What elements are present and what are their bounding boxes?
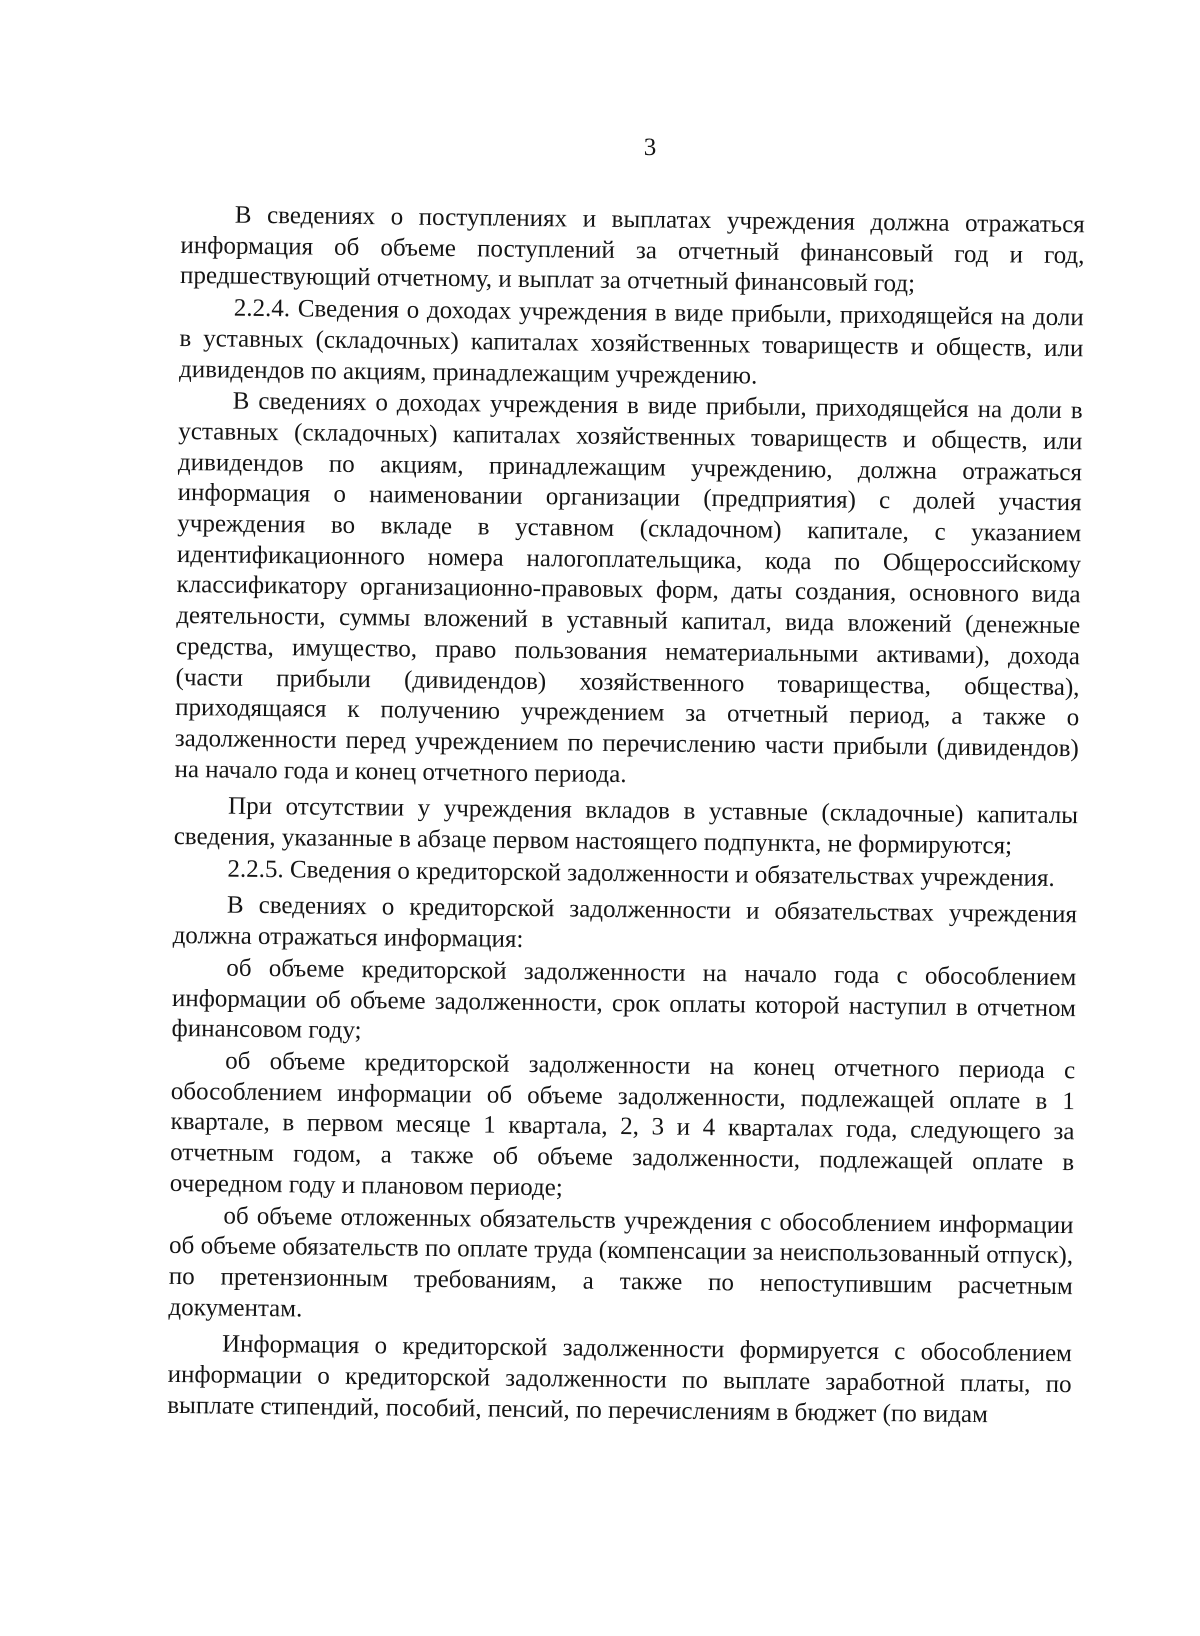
paragraph-no-contributions: При отсутствии у учреждения вкладов в уставные (складочные) капиталы сведения, указанные в абзаце первом настоящего подпункта, не формируются; bbox=[173, 792, 1079, 860]
paragraph-payables-breakdown: Информация о кредиторской задолженности формируется с обособлением информации о кредиторской задолженности по выплате заработной платы, по выплате стипендий, пособий, пенсий, по перечислениям в бюджет (по видам bbox=[167, 1330, 1073, 1428]
paragraph-income-payments-info: В сведениях о поступлениях и выплатах учреждения должна отражаться информация об объеме поступлений за отчетный финансовый год и год, предшествующий отчетному, и выплат за отчетный финансовый год; bbox=[179, 201, 1085, 298]
paragraph-payables-intro: В сведениях о кредиторской задолженности и обязательствах учреждения должна отражаться информация: bbox=[172, 892, 1078, 954]
paragraph-payables-end-of-period: об объеме кредиторской задолженности на конец отчетного периода с обособлением информации об объеме задолженности, подлежащей оплате в 1 квартале, в первом месяце 1 квартала, 2, 3 и 4 кварталах года, следующего за отчетным годом, а также об объеме задолженности, подлежащей оплате в очередном году и плановом периоде; bbox=[169, 1047, 1076, 1202]
paragraph-profit-share-info: В сведениях о доходах учреждения в виде прибыли, приходящейся на доли в уставных (складочных) капиталах хозяйственных товариществ и обществ, или дивидендов по акциям, принадлежащим учреждению, должна отражаться информация о наименовании организации (предприятия) с долей участия учреждения во вкладе в уставном (складочном) капитале, с указанием идентификационного номера налогоплательщика, кода по Общероссийскому классификатору организационно-правовых форм, даты создания, основного вида деятельности, суммы вложений в уставный капитал, вида вложений (денежные средства, имущество, право пользования нематериальными активами), дохода (части прибыли (дивидендов) хозяйственного товарищества, общества), приходящаяся к получению учреждением за отчетный период, а также о задолженности перед учреждением по перечислению части прибыли (дивидендов) на начало года и конец отчетного периода. bbox=[174, 387, 1083, 788]
paragraph-deferred-obligations: об объеме отложенных обязательств учреждения с обособлением информации об объеме обязательств по оплате труда (компенсации за неиспользованный отпуск), по претензионным требованиям, а также по непоступившим расчетным документам. bbox=[168, 1202, 1074, 1323]
page-number: 3 bbox=[643, 134, 657, 161]
document-body bbox=[167, 200, 1085, 1432]
paragraph-2-2-4-heading: 2.2.4. Сведения о доходах учреждения в виде прибыли, приходящейся на доли в уставных (складочных) капиталах хозяйственных товариществ и обществ, или дивидендов по акциям, принадлежащим учреждению. bbox=[178, 294, 1084, 390]
paragraph-2-2-5-heading: 2.2.5. Сведения о кредиторской задолженности и обязательствах учреждения. bbox=[227, 855, 1055, 892]
paragraph-payables-start-of-year: об объеме кредиторской задолженности на начало года с обособлением информации об объеме задолженности, срок оплаты которой наступил в отчетном финансовом году; bbox=[171, 954, 1077, 1045]
